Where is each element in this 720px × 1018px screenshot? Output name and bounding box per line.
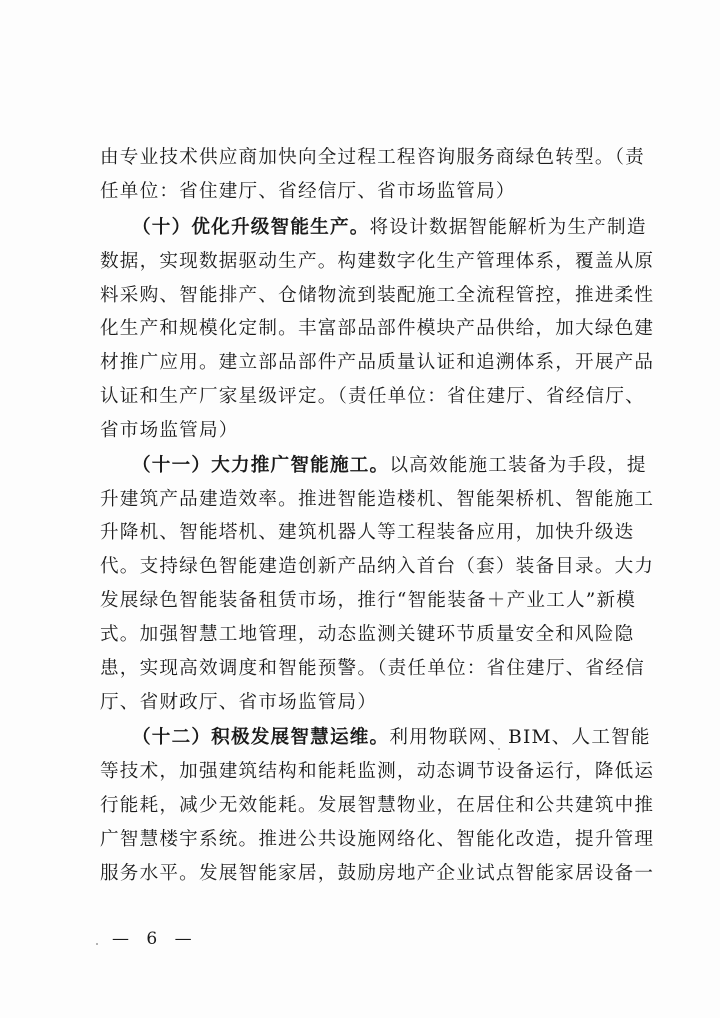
scan-speck bbox=[96, 943, 98, 945]
section-heading: （十）优化升级智能生产。 bbox=[132, 217, 370, 238]
text-line: 任单位：省住建厅、省经信厅、省市场监管局） bbox=[100, 181, 516, 202]
paragraph-first-line bbox=[132, 454, 647, 478]
page-number: — 6 — bbox=[112, 929, 198, 949]
text-line: 材推广应用。建立部品部件产品质量认证和追溯体系，开展产品 bbox=[100, 352, 655, 373]
text-line: 发展绿色智能装备租赁市场，推行“智能装备＋产业工人”新模 bbox=[100, 590, 637, 611]
text-line: 认证和生产厂家星级评定。（责任单位：省住建厅、省经信厅、 bbox=[100, 386, 645, 407]
text-line: 数据，实现数据驱动生产。构建数字化生产管理体系，覆盖从原 bbox=[100, 251, 655, 272]
text-line: 代。支持绿色智能建造创新产品纳入首台（套）装备目录。大力 bbox=[100, 556, 655, 577]
text-run: 将设计数据智能解析为生产制造 bbox=[369, 217, 647, 238]
text-line: 式。加强智慧工地管理，动态监测关键环节质量安全和风险隐 bbox=[100, 624, 635, 645]
text-line: 化生产和规模化定制。丰富部品部件模块产品供给，加大绿色建 bbox=[100, 318, 655, 339]
text-line: 料采购、智能排产、仓储物流到装配施工全流程管控，推进柔性 bbox=[100, 285, 655, 306]
text-run: 利用物联网、BIM、人工智能 bbox=[389, 727, 651, 748]
section-heading: （十一）大力推广智能施工。 bbox=[132, 455, 390, 476]
section-heading: （十二）积极发展智慧运维。 bbox=[132, 727, 390, 748]
text-line: 广智慧楼宇系统。推进公共设施网络化、智能化改造，提升管理 bbox=[100, 829, 655, 850]
text-line: 升建筑产品建造效率。推进智能造楼机、智能架桥机、智能施工 bbox=[100, 489, 655, 510]
paragraph-first-line bbox=[132, 726, 651, 750]
text-line: 省市场监管局） bbox=[100, 420, 239, 441]
text-line: 由专业技术供应商加快向全过程工程咨询服务商绿色转型。（责 bbox=[100, 147, 645, 168]
text-line: 行能耗，减少无效能耗。发展智慧物业，在居住和公共建筑中推 bbox=[100, 795, 655, 816]
scan-speck bbox=[498, 748, 500, 750]
text-line: 厅、省财政厅、省市场监管局） bbox=[100, 692, 378, 713]
text-line: 患，实现高效调度和智能预警。（责任单位：省住建厅、省经信 bbox=[100, 658, 645, 679]
text-line: 服务水平。发展智能家居，鼓励房地产企业试点智能家居设备一 bbox=[100, 863, 655, 884]
paragraph-first-line bbox=[132, 216, 647, 240]
text-line: 等技术，加强建筑结构和能耗监测，动态调节设备运行，降低运 bbox=[100, 761, 655, 782]
text-line: 升降机、智能塔机、建筑机器人等工程装备应用，加快升级迭 bbox=[100, 522, 635, 543]
text-run: 以高效能施工装备为手段，提 bbox=[389, 455, 647, 476]
